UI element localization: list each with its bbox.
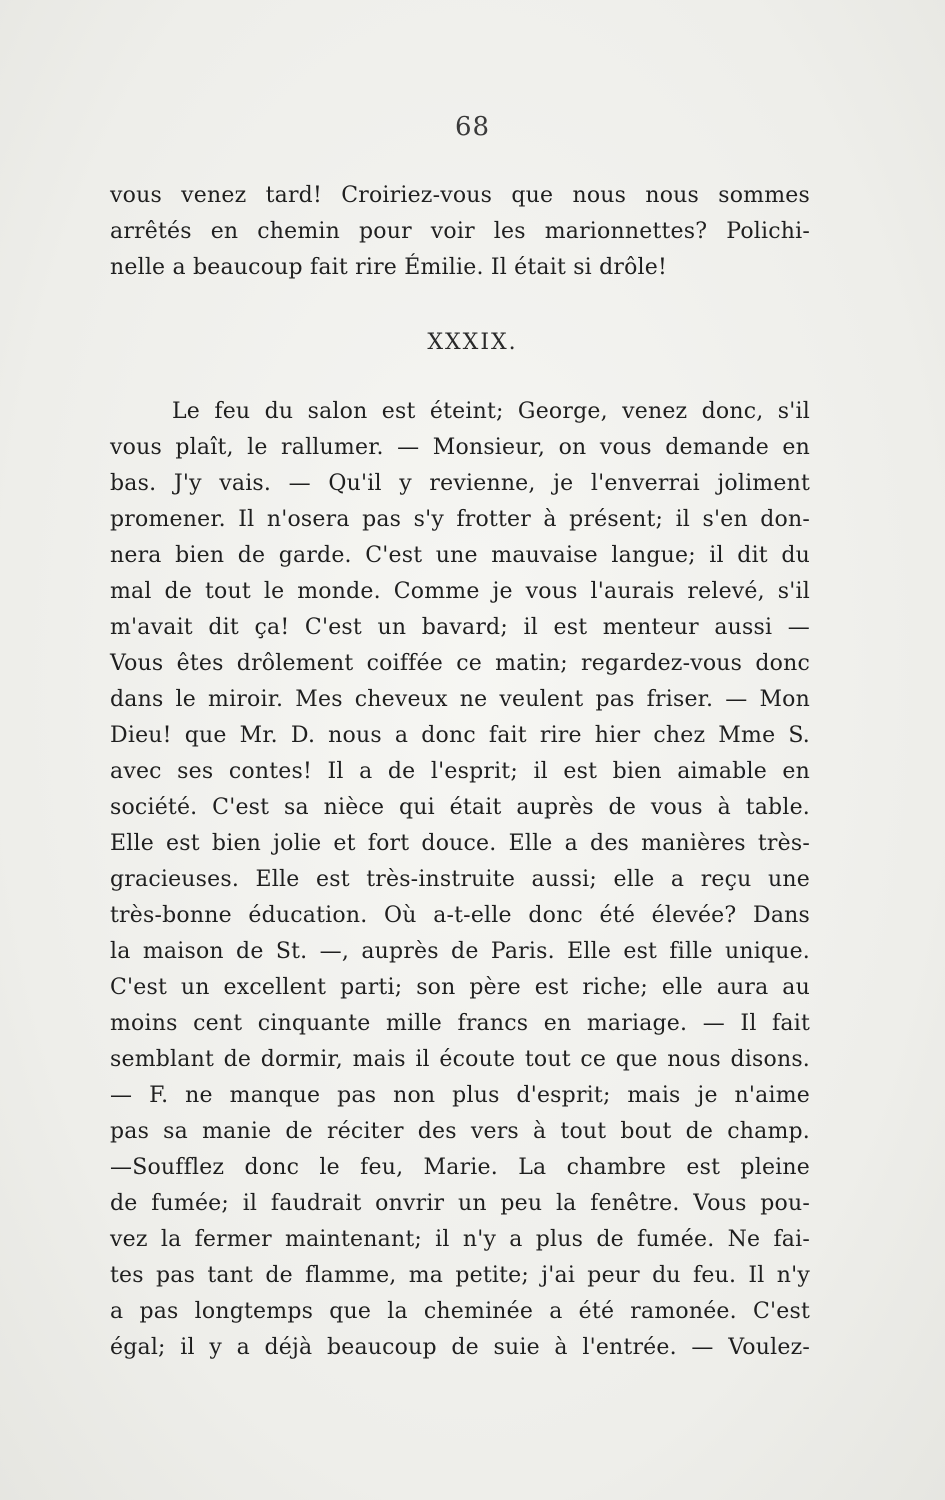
text-line: mal de tout le monde. Comme je vous l'aurais relevé, s'il [110, 579, 810, 604]
text-line: Vous êtes drôlement coiffée ce matin; regardez-vous donc [110, 651, 810, 676]
text-line: —Soufflez donc le feu, Marie. La chambre est pleine [110, 1155, 810, 1180]
text-line: arrêtés en chemin pour voir les marionnettes? Polichi- [110, 219, 810, 244]
text-line: société. C'est sa nièce qui était auprès de vous à table. [110, 795, 810, 820]
opening-paragraph [110, 178, 810, 286]
text-line: très-bonne éducation. Où a-t-elle donc été élevée? Dans [110, 903, 810, 928]
text-line: gracieuses. Elle est très-instruite aussi; elle a reçu une [110, 867, 810, 892]
text-line: la maison de St. —, auprès de Paris. Elle est fille unique. [110, 939, 810, 964]
text-line: de fumée; il faudrait onvrir un peu la fenêtre. Vous pou- [110, 1191, 810, 1216]
text-line: bas. J'y vais. — Qu'il y revienne, je l'enverrai joliment [110, 471, 810, 496]
text-line: Dieu! que Mr. D. nous a donc fait rire hier chez Mme S. [110, 723, 810, 748]
text-line: tes pas tant de flamme, ma petite; j'ai peur du feu. Il n'y [110, 1263, 810, 1288]
text-line: promener. Il n'osera pas s'y frotter à présent; il s'en don- [110, 507, 810, 532]
section-paragraph [110, 394, 810, 1366]
text-line: vez la fermer maintenant; il n'y a plus de fumée. Ne fai- [110, 1227, 810, 1252]
text-line: — F. ne manque pas non plus d'esprit; mais je n'aime [110, 1083, 810, 1108]
text-line: vous plaît, le rallumer. — Monsieur, on vous demande en [110, 435, 810, 460]
text-line: égal; il y a déjà beaucoup de suie à l'entrée. — Voulez- [110, 1335, 810, 1360]
text-line: pas sa manie de réciter des vers à tout bout de champ. [110, 1119, 810, 1144]
text-line: avec ses contes! Il a de l'esprit; il est bien aimable en [110, 759, 810, 784]
text-line: nelle a beaucoup fait rire Émilie. Il était si drôle! [110, 255, 668, 280]
text-line: Elle est bien jolie et fort douce. Elle a des manières très- [110, 831, 810, 856]
text-line: nera bien de garde. C'est une mauvaise langue; il dit du [110, 543, 810, 568]
text-line: Le feu du salon est éteint; George, venez donc, s'il [172, 399, 810, 424]
page-number: 68 [454, 112, 491, 142]
text-line: a pas longtemps que la cheminée a été ramonée. C'est [110, 1299, 810, 1324]
text-line: semblant de dormir, mais il écoute tout ce que nous disons. [110, 1047, 810, 1072]
text-line: m'avait dit ça! C'est un bavard; il est menteur aussi — [110, 615, 810, 640]
text-line: dans le miroir. Mes cheveux ne veulent pas friser. — Mon [110, 687, 810, 712]
text-line: vous venez tard! Croiriez-vous que nous nous sommes [110, 183, 810, 208]
text-line: C'est un excellent parti; son père est riche; elle aura au [110, 975, 810, 1000]
text-line: moins cent cinquante mille francs en mariage. — Il fait [110, 1011, 810, 1036]
section-heading: XXXIX. [427, 330, 518, 355]
